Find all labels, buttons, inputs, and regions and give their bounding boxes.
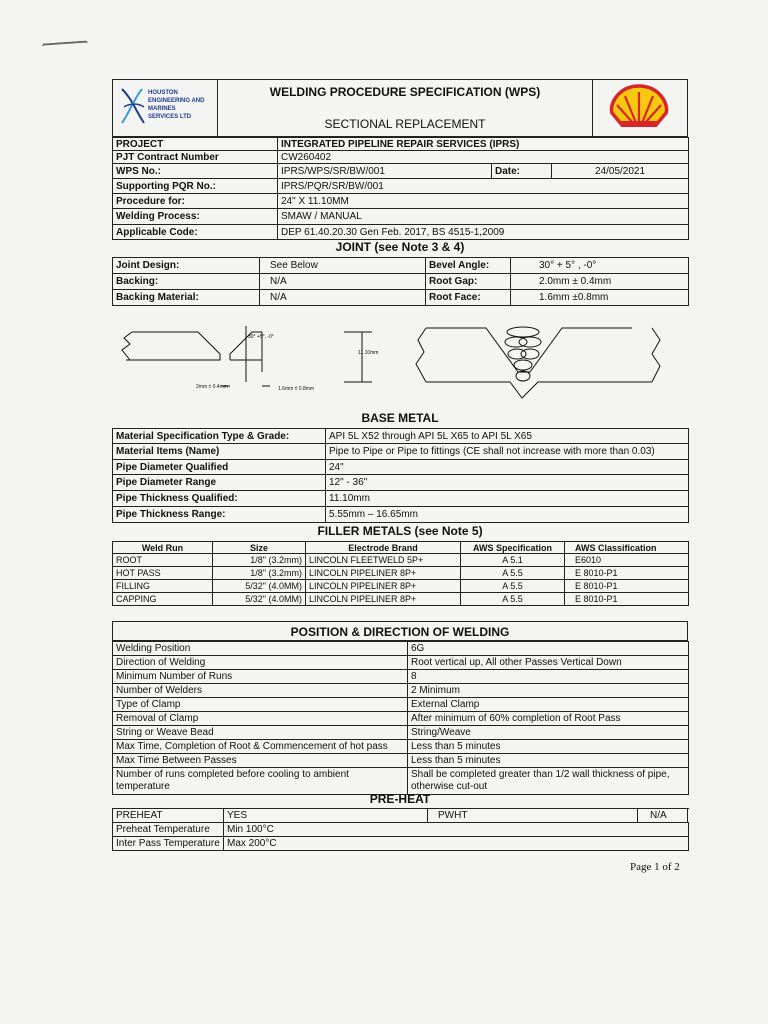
base-metal-table [112, 428, 689, 523]
cooling-label-cell [113, 768, 408, 795]
electrode-brand: LINCOLN PIPELINER 8P+ [306, 580, 461, 593]
filler-col-header: Electrode Brand [306, 542, 461, 554]
project-info-table [112, 137, 689, 240]
cooling-label: Number of runs completed before cooling to ambient [116, 769, 349, 780]
filler-table [112, 541, 689, 606]
preheat-table [112, 808, 689, 851]
position-label: Removal of Clamp [113, 712, 408, 726]
aws-spec: A 5.5 [461, 593, 565, 606]
filler-row [113, 593, 689, 606]
filler-col-header: AWS Classification [565, 542, 689, 554]
base-metal-value: 11.10mm [326, 491, 689, 507]
aws-class: E6010 [565, 554, 689, 567]
base-metal-heading: BASE METAL [361, 411, 439, 425]
shell-logo [606, 83, 678, 133]
electrode-brand: LINCOLN PIPELINER 8P+ [306, 593, 461, 606]
aws-spec: A 5.5 [461, 567, 565, 580]
aws-spec: A 5.1 [461, 554, 565, 567]
interpass-temp-label: Inter Pass Temperature [113, 837, 224, 851]
base-metal-label: Pipe Thickness Qualified: [113, 491, 326, 507]
backing-label: Backing: [113, 274, 260, 290]
position-value: Less than 5 minutes [408, 740, 689, 754]
position-value: Less than 5 minutes [408, 754, 689, 768]
position-label: Type of Clamp [113, 698, 408, 712]
filler-col-header: AWS Specification [461, 542, 565, 554]
position-value: External Clamp [408, 698, 689, 712]
base-metal-label: Pipe Thickness Range: [113, 507, 326, 523]
filler-row [113, 567, 689, 580]
pqr-label: Supporting PQR No.: [113, 179, 278, 194]
wps-value: IPRS/WPS/SR/BW/001 [278, 164, 492, 179]
base-metal-label: Material Specification Type & Grade: [113, 429, 326, 444]
position-label: Welding Position [113, 642, 408, 656]
position-value: 6G [408, 642, 689, 656]
root-face-label: Root Face: [426, 290, 511, 306]
joint-table [112, 257, 689, 306]
logo-line-1: HOUSTON [148, 90, 178, 96]
filler-row [113, 554, 689, 567]
interpass-temp-value: Max 200°C [224, 837, 689, 851]
joint-design-value: See Below [260, 258, 426, 274]
base-metal-label: Material Items (Name) [113, 444, 326, 460]
position-table [112, 641, 689, 795]
project-value: INTEGRATED PIPELINE REPAIR SERVICES (IPRS) [278, 138, 689, 151]
backing-value: N/A [260, 274, 426, 290]
position-value: 2 Minimum [408, 684, 689, 698]
filler-heading: FILLER METALS (see Note 5) [317, 524, 483, 538]
bevel-diagram [112, 310, 688, 405]
contract-label: PJT Contract Number [113, 151, 278, 164]
aws-spec: A 5.5 [461, 580, 565, 593]
size: 1/8" (3.2mm) [213, 567, 306, 580]
diagram-gap-label: 2mm ± 0.4mm [196, 384, 228, 390]
aws-class: E 8010-P1 [565, 567, 689, 580]
cooling-value: Shall be completed greater than 1/2 wall thickness of pipe, [411, 769, 670, 780]
filler-col-header: Weld Run [113, 542, 213, 554]
joint-design-label: Joint Design: [113, 258, 260, 274]
size: 1/8" (3.2mm) [213, 554, 306, 567]
date-value: 24/05/2021 [552, 164, 689, 179]
process-label: Welding Process: [113, 209, 278, 225]
wps-label: WPS No.: [113, 164, 278, 179]
logo-line-3: MARINES [148, 106, 176, 112]
root-face-value: 1.6mm ±0.8mm [511, 290, 689, 306]
joint-heading: JOINT (see Note 3 & 4) [335, 240, 465, 254]
pwht-value: N/A [638, 809, 689, 823]
document-title: WELDING PROCEDURE SPECIFICATION (WPS) [269, 85, 541, 99]
position-value: Root vertical up, All other Passes Vertical Down [408, 656, 689, 670]
scan-mark [42, 40, 88, 49]
weld-run: CAPPING [113, 593, 213, 606]
position-label: String or Weave Bead [113, 726, 408, 740]
joint-diagram [112, 310, 688, 405]
bevel-angle-value: 30° + 5° , -0° [511, 258, 689, 274]
page-number: Page 1 of 2 [630, 861, 680, 873]
preheat-right-border [687, 808, 688, 823]
position-value: String/Weave [408, 726, 689, 740]
size: 5/32" (4.0MM) [213, 593, 306, 606]
base-metal-value: 12" - 36" [326, 475, 689, 491]
diagram-face-label: 1.6mm ± 0.8mm [278, 386, 315, 392]
position-value: 8 [408, 670, 689, 684]
position-value: After minimum of 60% completion of Root Pass [408, 712, 689, 726]
position-label: Minimum Number of Runs [113, 670, 408, 684]
preheat-heading: PRE-HEAT [369, 792, 431, 806]
base-metal-label: Pipe Diameter Qualified [113, 460, 326, 475]
logo-line-4: SERVICES LTD [148, 114, 192, 120]
base-metal-value: API 5L X52 through API 5L X65 to API 5L X65 [326, 429, 689, 444]
diagram-angle-label: 30° +5°, -0° [248, 334, 274, 340]
electrode-brand: LINCOLN PIPELINER 8P+ [306, 567, 461, 580]
position-label: Max Time, Completion of Root & Commencement of hot pass [113, 740, 408, 754]
weld-run: HOT PASS [113, 567, 213, 580]
bevel-angle-label: Bevel Angle: [426, 258, 511, 274]
code-label: Applicable Code: [113, 225, 278, 240]
preheat-value: YES [224, 809, 428, 823]
position-heading: POSITION & DIRECTION OF WELDING [290, 625, 510, 639]
pqr-value: IPRS/PQR/SR/BW/001 [278, 179, 689, 194]
contract-value: CW260402 [278, 151, 689, 164]
weld-run: FILLING [113, 580, 213, 593]
preheat-temp-label: Preheat Temperature [113, 823, 224, 837]
shell-pecten-icon [606, 83, 672, 129]
cooling-value-cell [408, 768, 689, 795]
base-metal-value: Pipe to Pipe or Pipe to fittings (CE shall not increase with more than 0.03) [326, 444, 689, 460]
backing-material-label: Backing Material: [113, 290, 260, 306]
procedure-label: Procedure for: [113, 194, 278, 209]
aws-class: E 8010-P1 [565, 593, 689, 606]
document-subtitle: SECTIONAL REPLACEMENT [324, 117, 486, 131]
company-logo-icon [118, 85, 148, 127]
filler-col-header: Size [213, 542, 306, 554]
company-logo [116, 83, 216, 133]
preheat-label: PREHEAT [113, 809, 224, 823]
shell-divider [592, 79, 593, 137]
backing-material-value: N/A [260, 290, 426, 306]
process-value: SMAW / MANUAL [278, 209, 689, 225]
pwht-label: PWHT [428, 809, 638, 823]
root-gap-label: Root Gap: [426, 274, 511, 290]
base-metal-label: Pipe Diameter Range [113, 475, 326, 491]
base-metal-value: 24" [326, 460, 689, 475]
position-label: Number of Welders [113, 684, 408, 698]
procedure-value: 24" X 11.10MM [278, 194, 689, 209]
aws-class: E 8010-P1 [565, 580, 689, 593]
cooling-value: otherwise cut-out [411, 781, 488, 792]
base-metal-value: 5.55mm – 16.65mm [326, 507, 689, 523]
filler-row [113, 580, 689, 593]
weld-run: ROOT [113, 554, 213, 567]
date-label: Date: [492, 164, 552, 179]
diagram-thickness-label: 11.10mm [358, 350, 379, 356]
code-value: DEP 61.40.20.30 Gen Feb. 2017, BS 4515-1,2009 [278, 225, 689, 240]
position-label: Max Time Between Passes [113, 754, 408, 768]
position-label: Direction of Welding [113, 656, 408, 670]
logo-line-2: ENGINEERING AND [148, 98, 205, 104]
project-label: PROJECT [113, 138, 278, 151]
root-gap-value: 2.0mm ± 0.4mm [511, 274, 689, 290]
preheat-temp-value: Min 100°C [224, 823, 689, 837]
cooling-label: temperature [116, 781, 170, 792]
size: 5/32" (4.0MM) [213, 580, 306, 593]
electrode-brand: LINCOLN FLEETWELD 5P+ [306, 554, 461, 567]
